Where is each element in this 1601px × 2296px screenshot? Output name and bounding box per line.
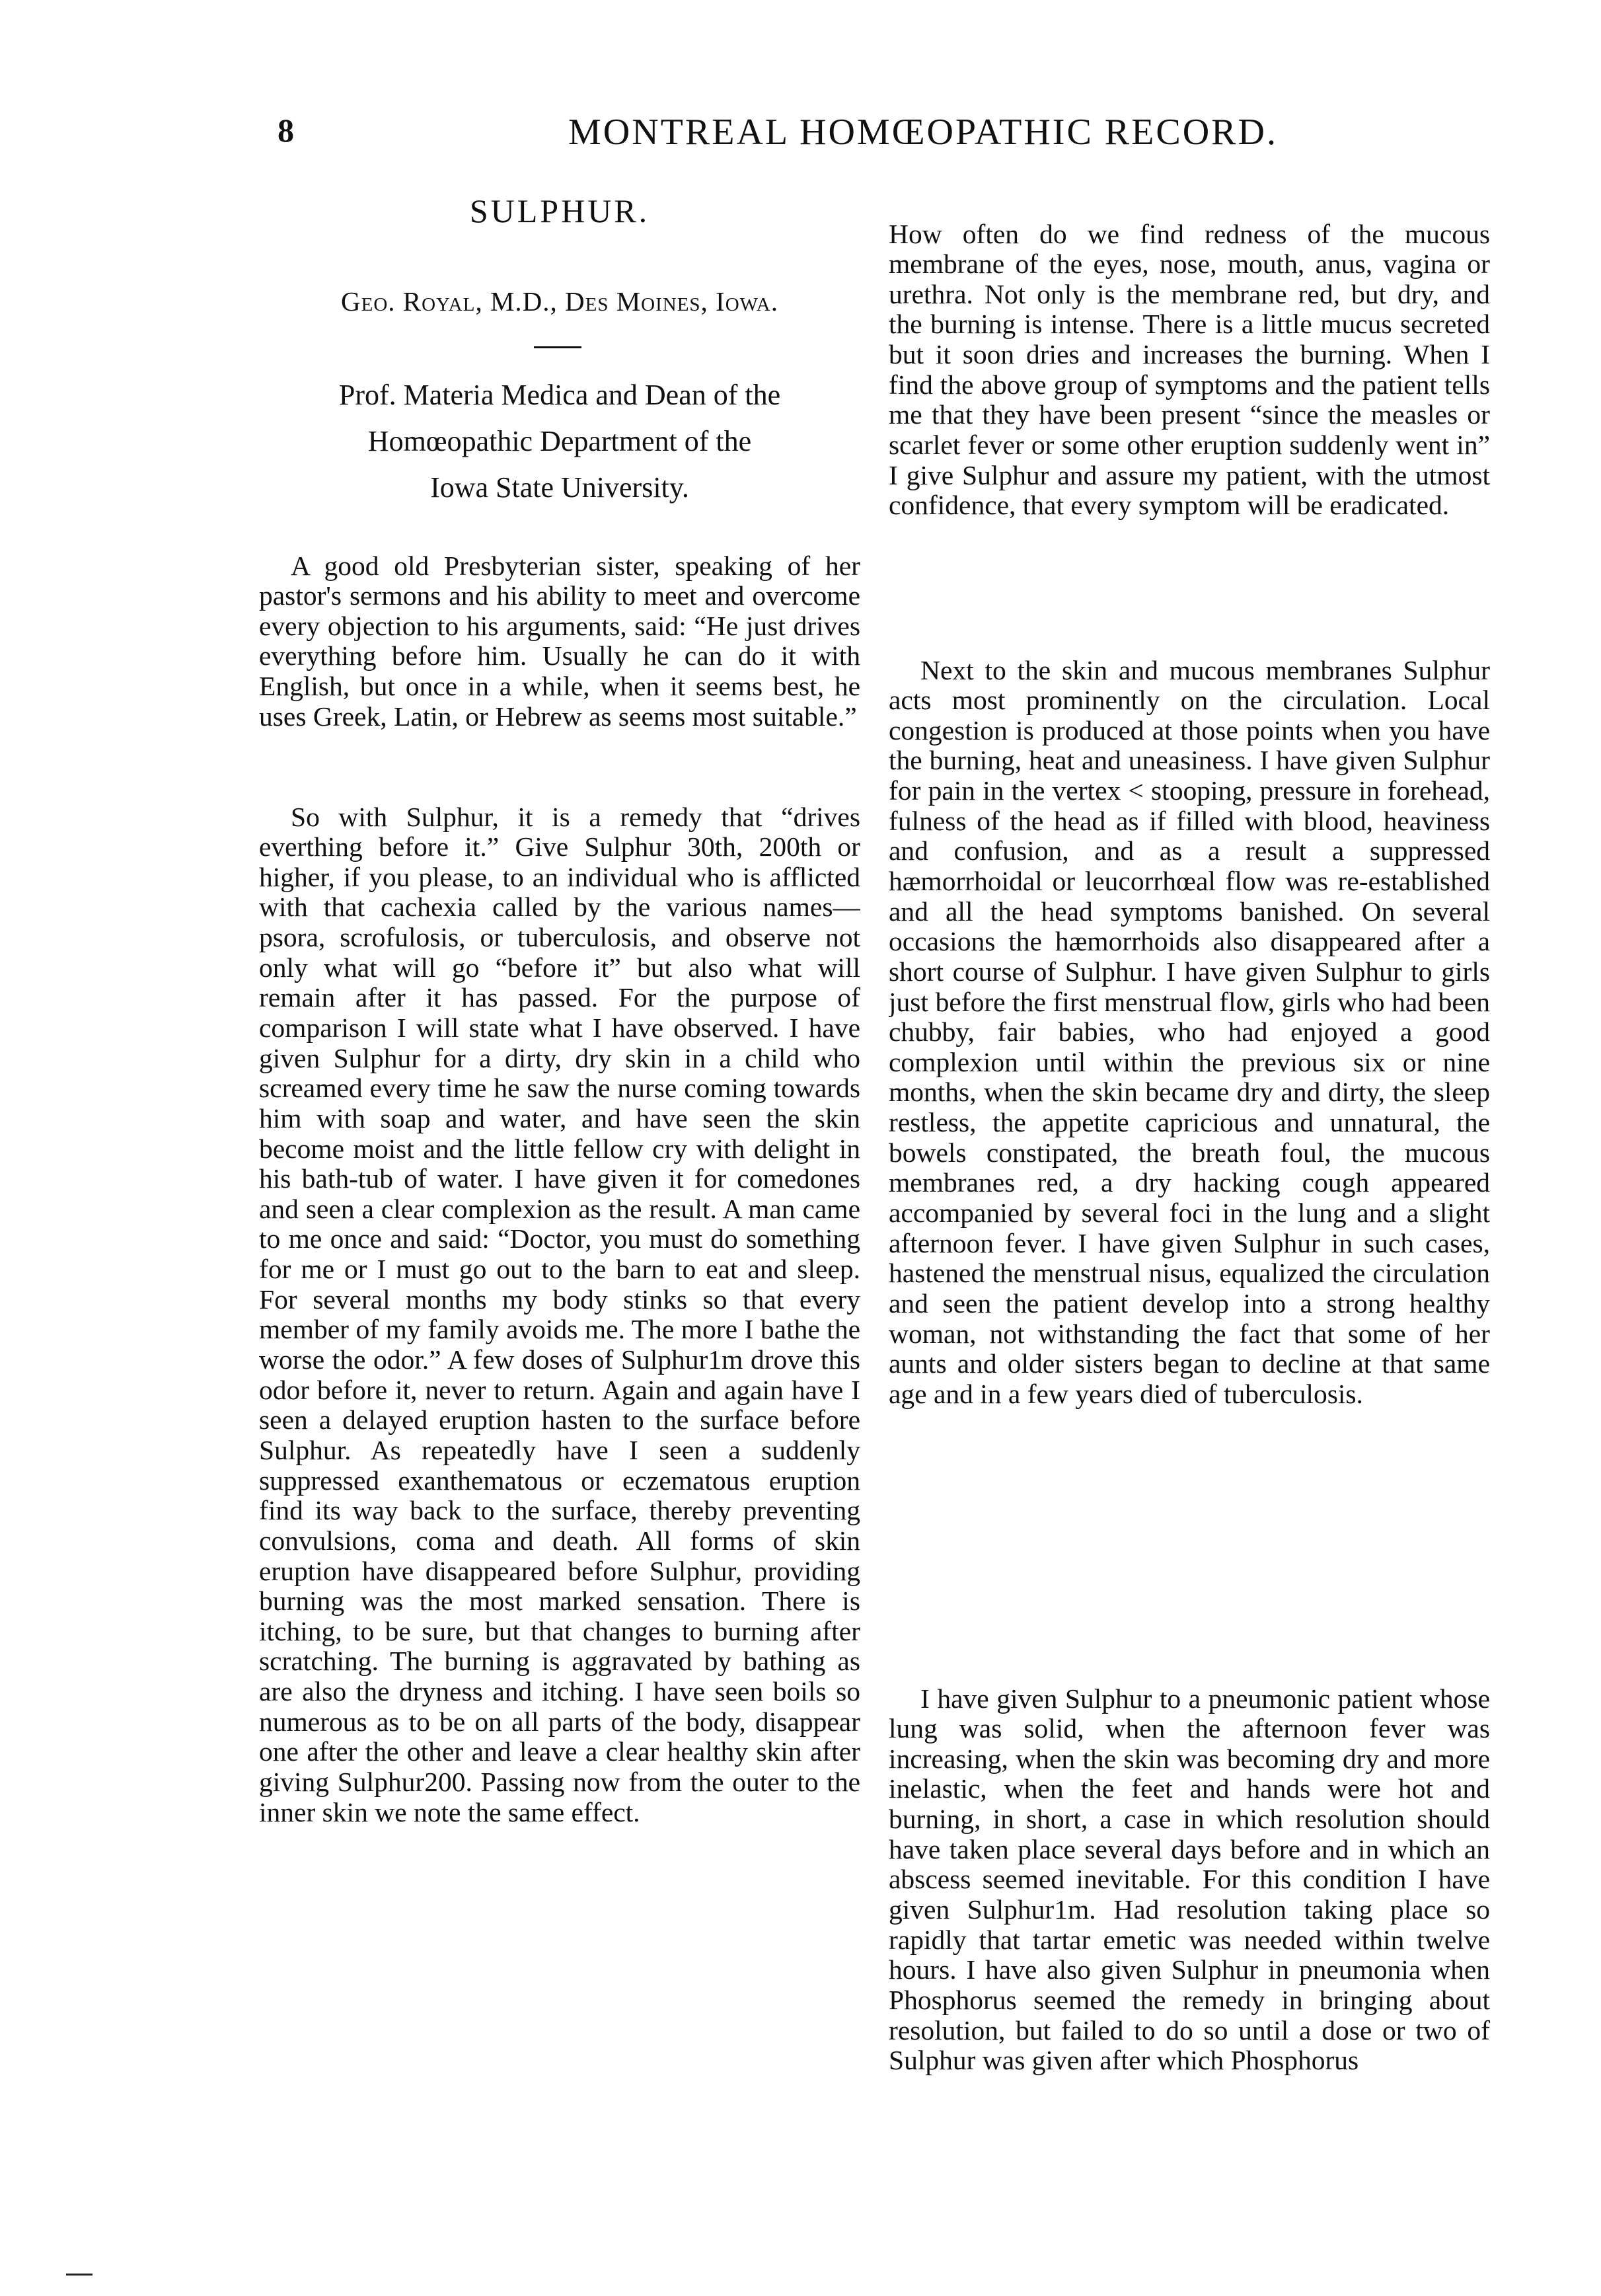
- body-paragraph: I have given Sulphur to a pneumonic patient whose lung was solid, when the afternoon fever was increasing, when the skin was becoming dry and more inelastic, when the feet and hands were hot and burning, in short, a case in which resolution should have taken place several days before and in which an abscess seemed inevitable. For this condition I have given Sulphur1m. Had resolution taking place so rapidly that tartar emetic was needed within twelve hours. I have also given Sulphur in pneumonia when Phosphorus seemed the remedy in bringing about resolution, but failed to do so until a dose or two of Sulphur was given after which Phosphorus: [889, 1683, 1490, 2076]
- affiliation-line: Homœopathic Department of the: [367, 425, 752, 457]
- article-byline: Geo. Royal, M.D., Des Moines, Iowa.: [341, 286, 778, 317]
- body-paragraph: How often do we find redness of the mucous membrane of the eyes, nose, mouth, anus, vagina or urethra. Not only is the membrane red, but dry, and the burning is intense. There is a little mucus secreted but it soon dries and increases the burning. When I find the above group of symptoms and the patient tells me that they have been present “since the measles or scarlet fever or some other eruption suddenly went in” I give Sulphur and assure my patient, with the utmost confidence, that every symptom will be eradicated.: [889, 219, 1490, 521]
- body-paragraph: So with Sulphur, it is a remedy that “drives everthing before it.” Give Sulphur 30th, 200th or higher, if you please, to an individual who is afflicted with that cachexia called by the various names—psora, scrofulosis, or tuberculosis, and observe not only what will go “before it” but also what will remain after it has passed. For the purpose of comparison I will state what I have observed. I have given Sulphur for a dirty, dry skin in a child who screamed every time he saw the nurse coming towards him with soap and water, and have seen the skin become moist and the little fellow cry with delight in his bath-tub of water. I have given it for comedones and seen a clear complexion as the result. A man came to me once and said: “Doctor, you must do something for me or I must go out to the barn to eat and sleep. For several months my body stinks so that every member of my family avoids me. The more I bathe the worse the odor.” A few doses of Sulphur1m drove this odor before it, never to return. Again and again have I seen a delayed eruption hasten to the surface before Sulphur. As repeatedly have I seen a suddenly suppressed exanthematous or eczematous eruption find its way back to the surface, thereby preventing convulsions, coma and death. All forms of skin eruption have disappeared before Sulphur, providing burning was the most marked sensation. There is itching, to be sure, but that changes to burning after scratching. The burning is aggravated by bathing as are also the dryness and itching. I have seen boils so numerous as to be on all parts of the body, disappear one after the other and leave a clear healthy skin after giving Sulphur200. Passing now from the outer to the inner skin we note the same effect.: [259, 802, 860, 1827]
- body-paragraph: A good old Presbyterian sister, speaking of her pastor's sermons and his ability to meet and overcome every objection to his arguments, said: “He just drives everything before him. Usually he can do it with English, but once in a while, when it seems best, he uses Greek, Latin, or Hebrew as seems most suitable.”: [259, 550, 860, 732]
- page-number: 8: [278, 112, 294, 149]
- page-header: [278, 111, 1278, 157]
- scan-mark: [66, 2274, 93, 2276]
- body-paragraph: Next to the skin and mucous membranes Sulphur acts most prominently on the circulation. Local congestion is produced at those points when you have the burning, heat and uneasiness. I have given Sulphur for pain in the vertex < stooping, pressure in forehead, fulness of the head as if filled with blood, heaviness and confusion, and as a result a suppressed hæmorrhoidal or leucorrhœal flow was re-established and all the head symptoms banished. On several occasions the hæmorrhoids also disappeared after a short course of Sulphur. I have given Sulphur to girls just before the first menstrual flow, girls who had been chubby, fair babies, who had enjoyed a good complexion until within the previous six or nine months, when the skin became dry and dirty, the sleep restless, the appetite capricious and unnatural, the bowels constipated, the breath foul, the mucous membranes red, a dry hacking cough appeared accompanied by several foci in the lung and a slight afternoon fever. I have given Sulphur in such cases, hastened the menstrual nisus, equalized the circulation and seen the patient develop into a strong healthy woman, not withstanding the fact that some of her aunts and older sisters began to decline at that same age and in a few years died of tuberculosis.: [889, 655, 1490, 1409]
- affiliation-line: Iowa State University.: [430, 471, 689, 504]
- journal-title: MONTREAL HOMŒOPATHIC RECORD.: [568, 112, 1278, 153]
- affiliation-line: Prof. Materia Medica and Dean of the: [338, 379, 781, 411]
- author-affiliation: [259, 372, 860, 511]
- article-title: SULPHUR.: [469, 192, 650, 229]
- title-divider: [534, 346, 581, 348]
